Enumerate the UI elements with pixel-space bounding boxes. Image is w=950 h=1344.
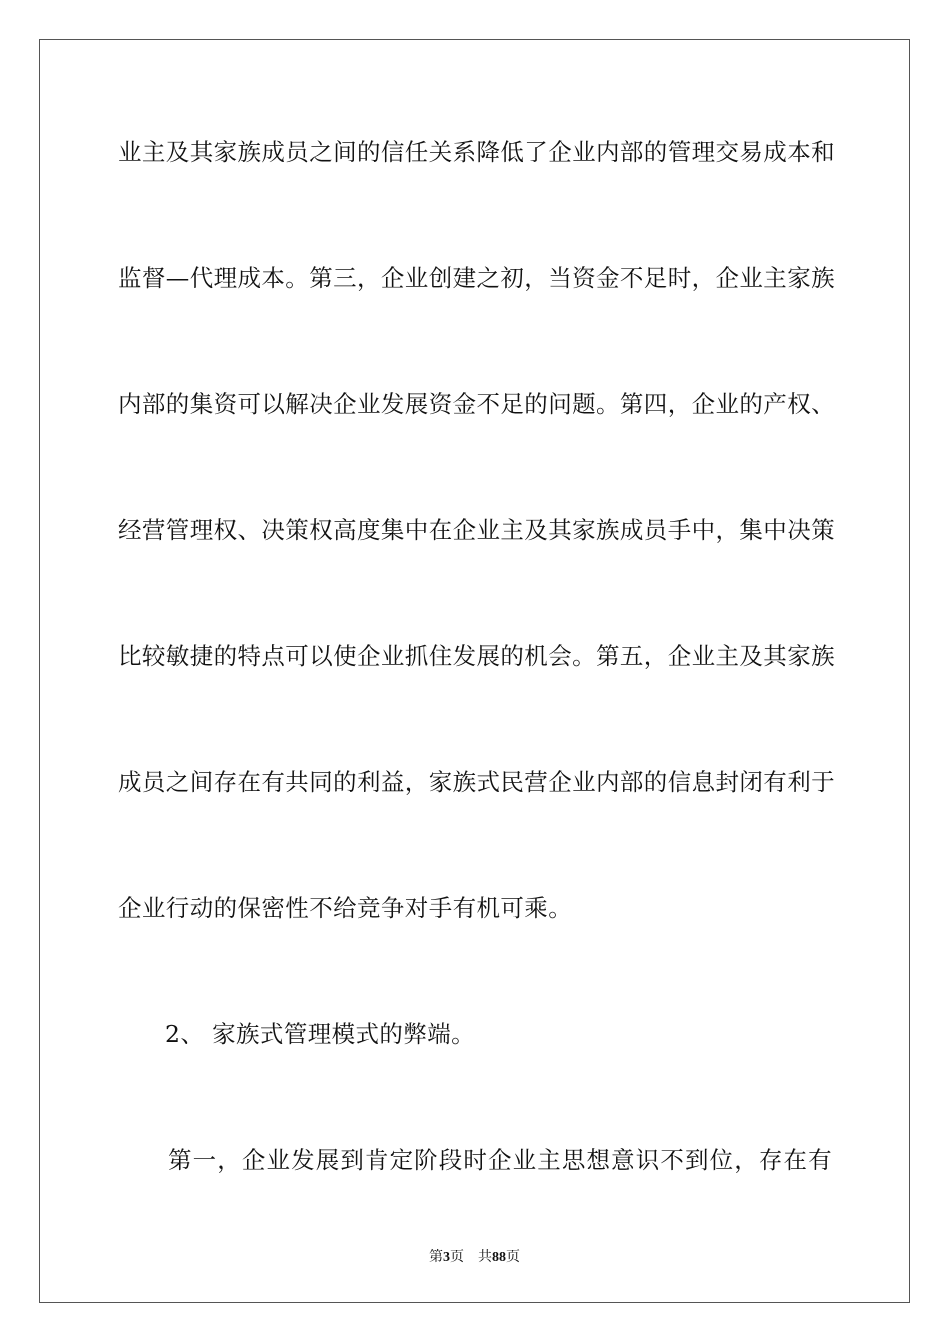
body-line-7: 企业行动的保密性不给竞争对手有机可乘。 [118,894,573,922]
footer-page-number: 3 [443,1250,450,1265]
footer-page-suffix: 页 [450,1250,464,1265]
body-line-2: 监督—代理成本。第三，企业创建之初，当资金不足时，企业主家族 [118,264,835,292]
body-line-3: 内部的集资可以解决企业发展资金不足的问题。第四，企业的产权、 [118,390,835,418]
footer-total-suffix: 页 [506,1250,520,1265]
body-line-1: 业主及其家族成员之间的信任关系降低了企业内部的管理交易成本和 [118,138,835,166]
page-footer [40,1248,909,1268]
body-line-9: 第一，企业发展到肯定阶段时企业主思想意识不到位，存在有 [168,1146,832,1174]
footer-page-prefix: 第 [429,1250,443,1265]
section-heading: 2、 家族式管理模式的弊端。 [165,1020,476,1048]
body-line-5: 比较敏捷的特点可以使企业抓住发展的机会。第五，企业主及其家族 [118,642,835,670]
footer-total-number: 88 [492,1250,506,1265]
page-border [39,39,910,1303]
body-line-4: 经营管理权、决策权高度集中在企业主及其家族成员手中，集中决策 [118,516,835,544]
body-line-6: 成员之间存在有共同的利益，家族式民营企业内部的信息封闭有利于 [118,768,835,796]
footer-total-prefix: 共 [478,1250,492,1265]
